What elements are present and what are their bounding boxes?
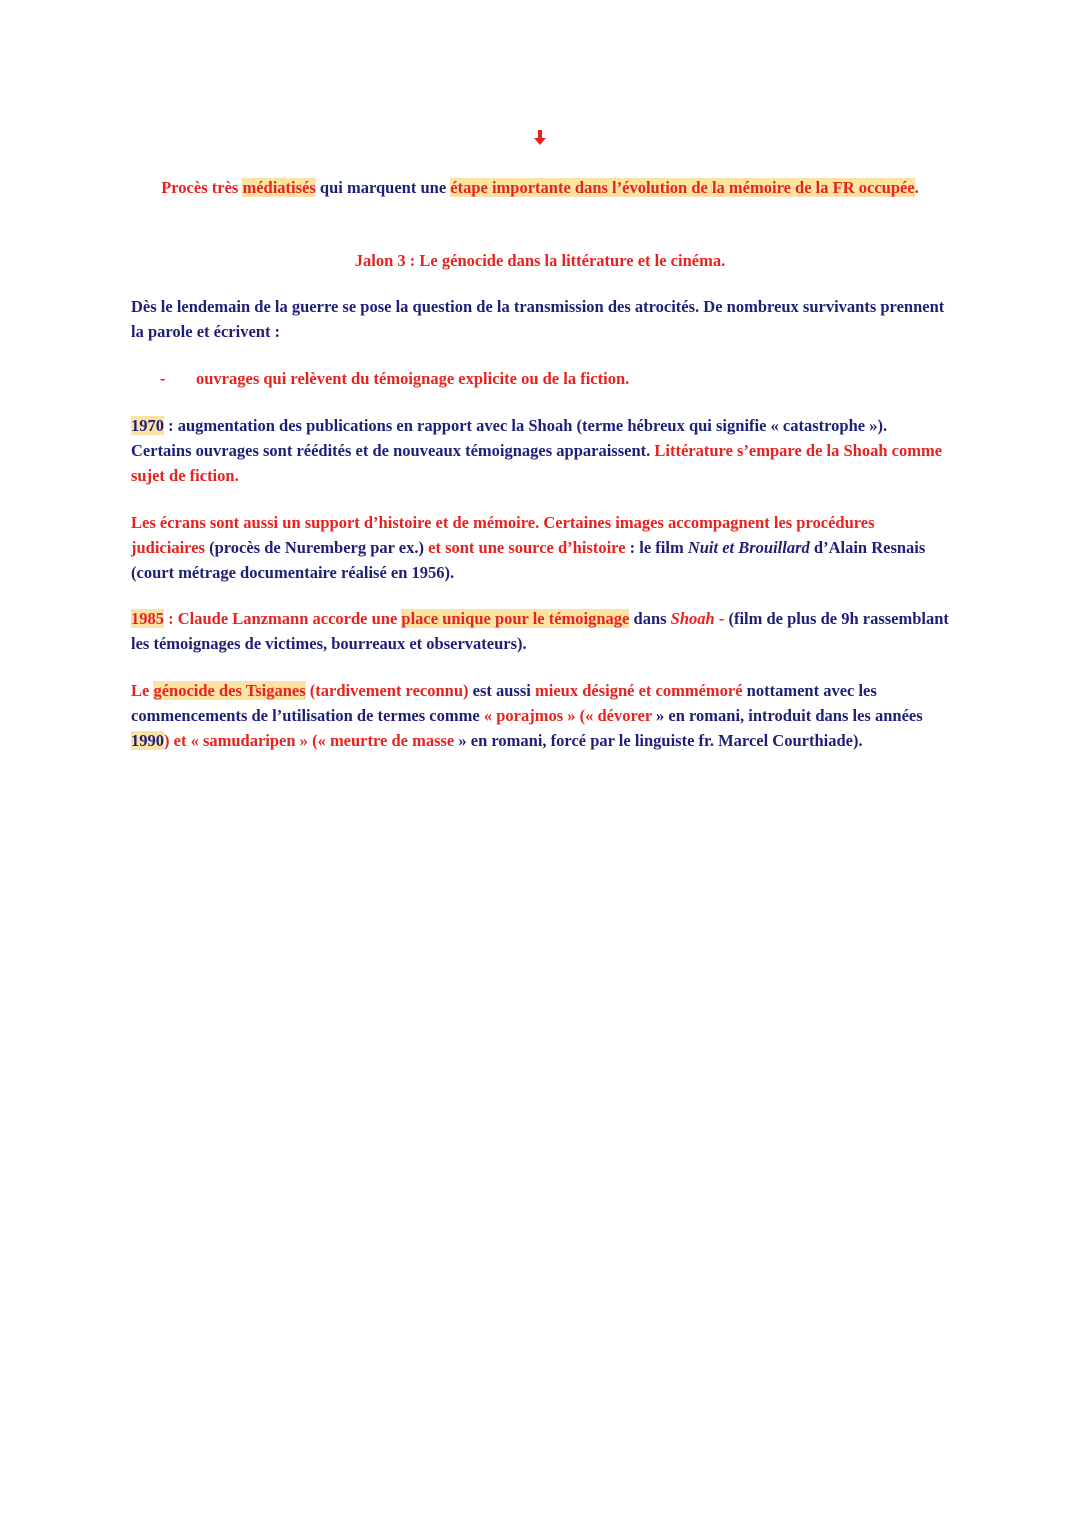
p4-text-c: et sont une source d’histoire	[428, 538, 626, 557]
p5-text-d: -	[714, 609, 729, 628]
p5-text-c: dans	[629, 609, 671, 628]
section-heading-jalon: Jalon 3 : Le génocide dans la littérature et le cinéma.	[354, 251, 726, 270]
paragraph-1970	[131, 413, 951, 488]
term-samudaripen: « samudaripen »	[190, 731, 308, 750]
p1-text-c: qui marquent une	[315, 178, 451, 197]
bullet-item	[160, 366, 629, 391]
p6-text-c: (tardivement reconnu)	[305, 681, 469, 700]
p6-text-devorer: dévorer	[597, 706, 652, 725]
p5-text-a: : Claude Lanzmann accorde une	[164, 609, 402, 628]
year-1970: 1970	[131, 416, 164, 435]
film-title-shoah: Shoah	[670, 609, 715, 628]
p6-highlight-genocide-tsiganes: génocide des Tsiganes	[153, 681, 306, 700]
p4-text-d: : le film	[625, 538, 688, 557]
p1-highlight-etape: étape importante dans l’évolution de la mémoire de la FR occupée	[450, 178, 915, 197]
bullet-text: ouvrages qui relèvent du témoignage explicite ou de la fiction.	[196, 369, 630, 388]
year-1985: 1985	[131, 609, 164, 628]
p5-text-e: (film de plus de 9h rassemblant les témoignages de victimes, bourreaux et observateurs).	[131, 609, 949, 653]
p6-text-j: » en romani, introduit dans les années	[651, 706, 923, 725]
paragraph-1985	[131, 606, 951, 656]
p4-text-e: d’Alain Resnais (court métrage documentaire réalisé en 1956).	[131, 538, 926, 582]
p4-text-a: Les écrans sont aussi un support d’histoire et de mémoire. Certaines images accompagnent les procédures judiciaires	[131, 513, 875, 557]
p6-text-a: Le	[131, 681, 154, 700]
p1-highlight-mediatises: médiatisés	[242, 178, 316, 197]
p1-text-e: .	[914, 178, 919, 197]
postwar-paragraph: Dès le lendemain de la guerre se pose la question de la transmission des atrocités. De nombreux survivants prennent la parole et écrivent :	[131, 297, 945, 341]
bullet-dash: -	[160, 369, 166, 388]
p6-text-meurtre: meurtre de masse	[329, 731, 455, 750]
p4-text-b: (procès de Nuremberg par ex.)	[204, 538, 429, 557]
p3-text-b: Littérature s’empare de la Shoah comme sujet de fiction.	[131, 441, 943, 485]
p6-text-k: ) et	[164, 731, 191, 750]
screens-paragraph	[131, 510, 951, 585]
down-arrow-icon	[0, 130, 1080, 150]
p6-text-h: («	[575, 706, 598, 725]
film-title-nuit-et-brouillard: Nuit et Brouillard	[687, 538, 810, 557]
p5-highlight-place-unique: place unique pour le témoignage	[401, 609, 630, 628]
down-arrow-icon-svg	[534, 130, 546, 146]
trials-paragraph	[140, 175, 940, 200]
p6-text-f: nottament avec les commencements de l’utilisation de termes comme	[131, 681, 877, 725]
p6-text-m: («	[307, 731, 330, 750]
p3-text-a: : augmentation des publications en rapport avec la Shoah (terme hébreux qui signifie « catastrophe »). Certains ouvrages sont réédités et de nouveaux témoignages apparaissent.	[131, 416, 888, 460]
p6-text-o: » en romani, forcé par le linguiste fr. Marcel Courthiade).	[454, 731, 863, 750]
tsiganes-paragraph	[131, 678, 951, 753]
term-porajmos: « porajmos »	[483, 706, 576, 725]
p6-text-e: mieux désigné et commémoré	[534, 681, 743, 700]
p6-text-d: est aussi	[468, 681, 535, 700]
year-1990: 1990	[131, 731, 164, 750]
p1-text-a: Procès très	[161, 178, 243, 197]
